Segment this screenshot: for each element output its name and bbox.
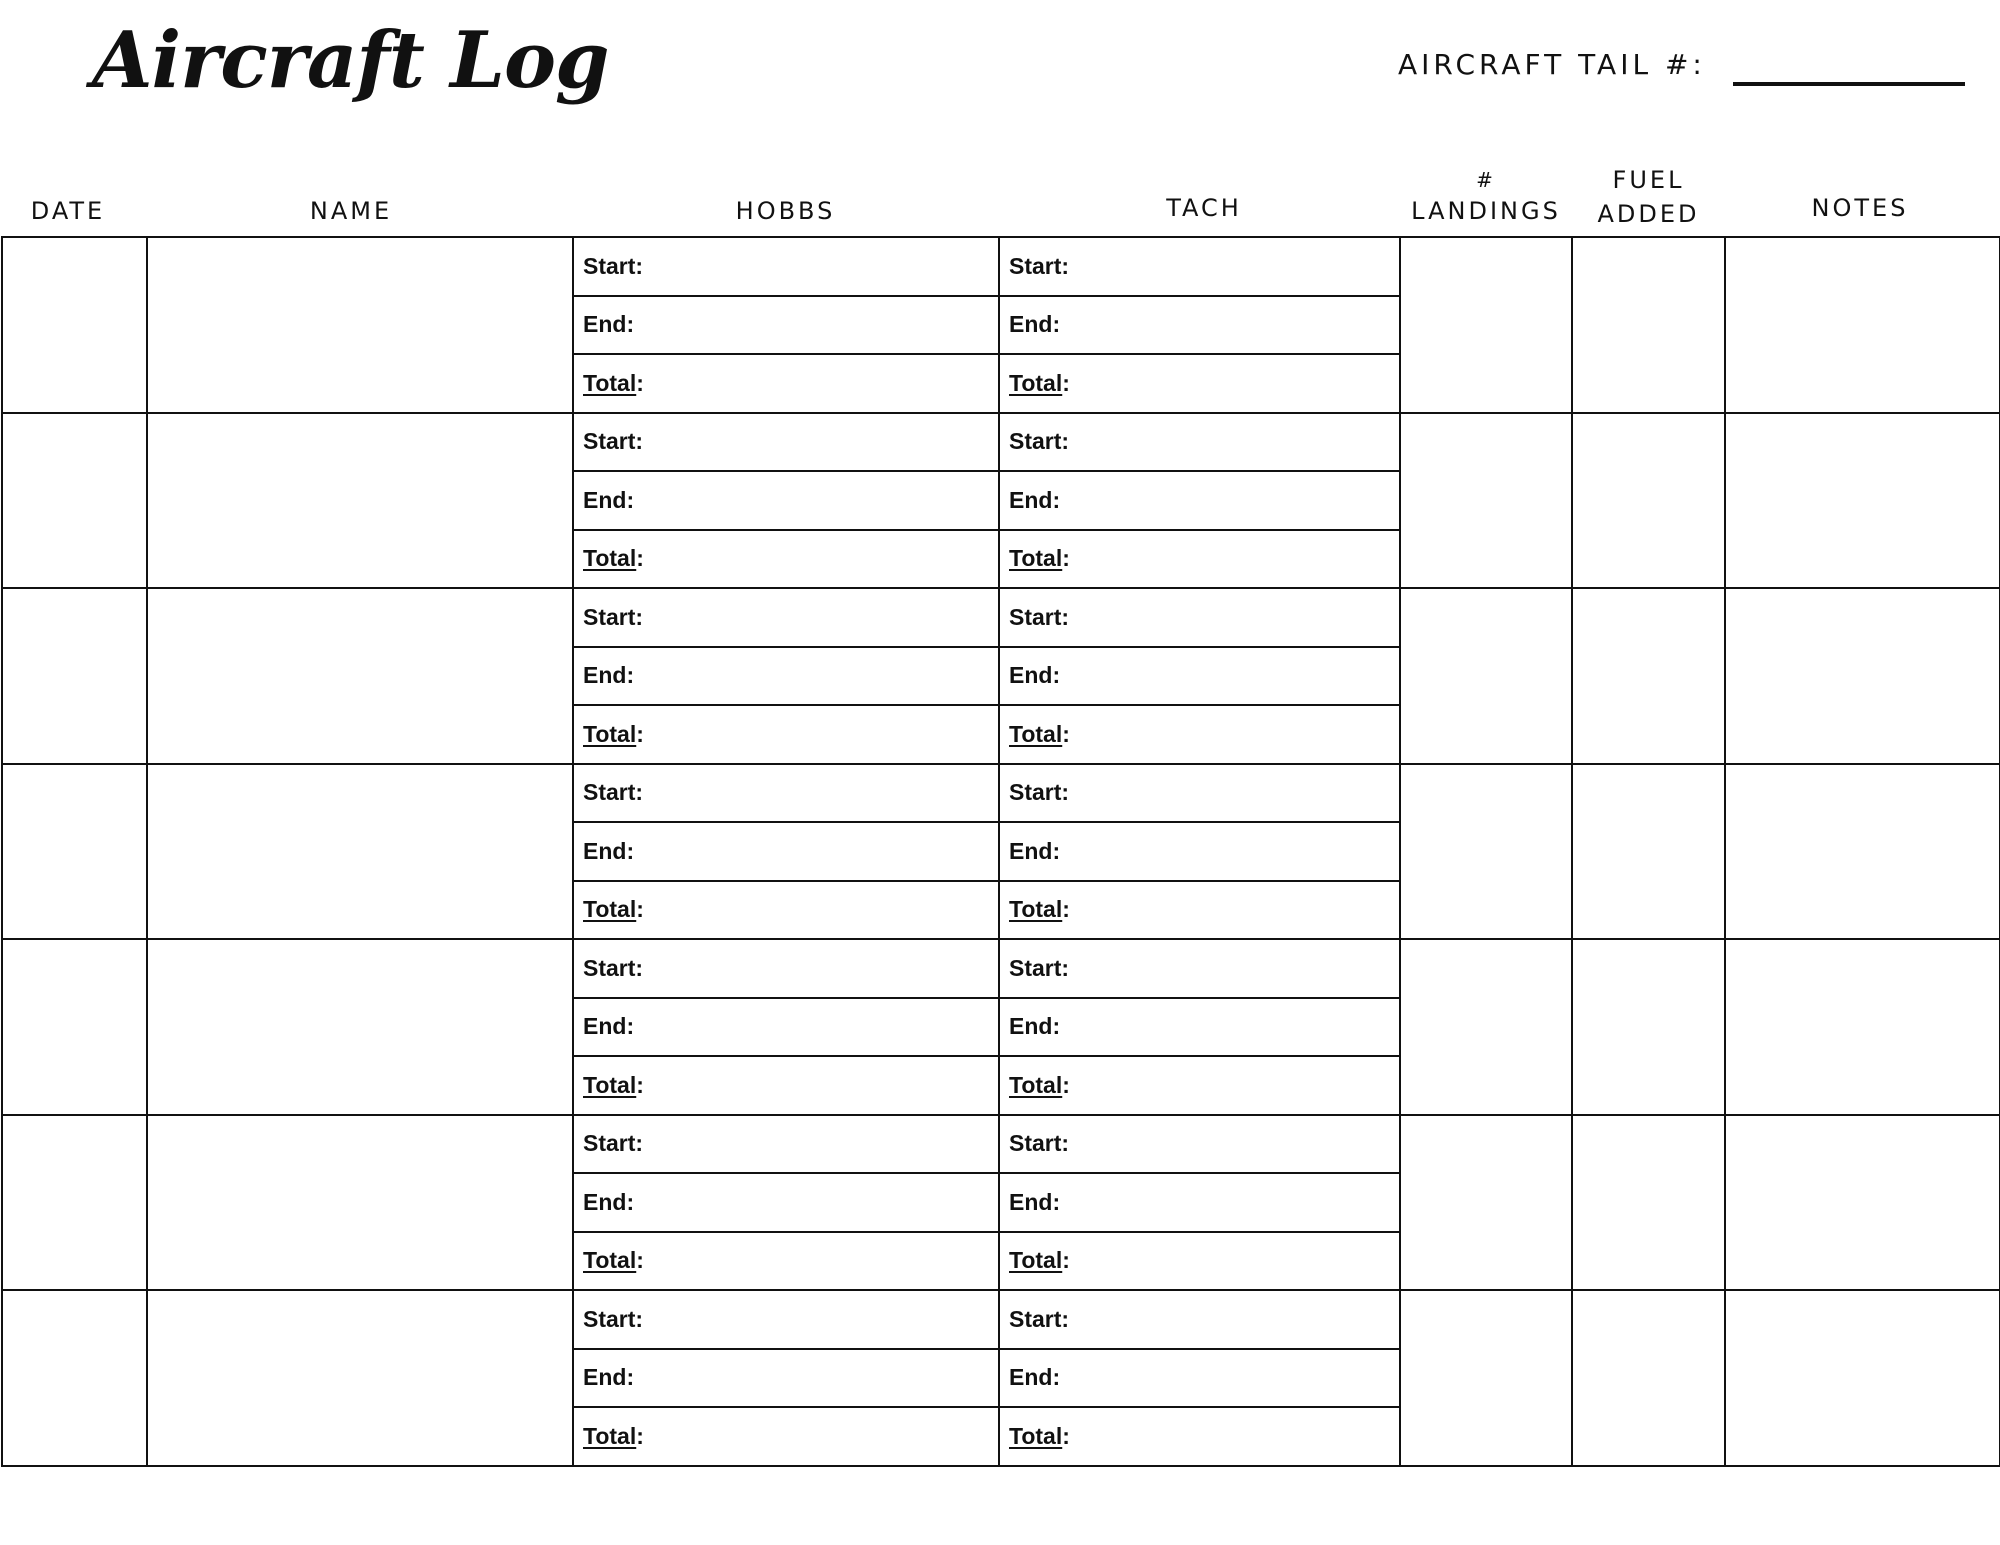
tach-end-cell[interactable] (999, 998, 1400, 1057)
start-label: Start: (583, 428, 644, 455)
landings-cell[interactable] (1400, 588, 1572, 764)
tach-total-cell[interactable] (999, 1407, 1400, 1466)
total-label: Total (583, 1247, 637, 1274)
start-label: Start: (583, 779, 644, 806)
tach-start-cell[interactable] (999, 764, 1400, 823)
hobbs-total-cell[interactable] (573, 1232, 999, 1291)
log-entry-start-row (2, 764, 2000, 823)
hobbs-start-cell[interactable] (573, 237, 999, 296)
total-label: Total (583, 1071, 637, 1098)
start-label: Start: (1009, 954, 1070, 981)
name-cell[interactable] (147, 1115, 573, 1291)
total-colon: : (636, 720, 644, 747)
hobbs-start-cell[interactable] (573, 939, 999, 998)
total-colon: : (636, 896, 644, 923)
start-label: Start: (1009, 252, 1070, 279)
tach-total-cell[interactable] (999, 705, 1400, 764)
total-colon: : (636, 1071, 644, 1098)
total-colon: : (636, 369, 644, 396)
start-label: Start: (583, 954, 644, 981)
header-fuel-added: FUEL ADDED (1597, 166, 1700, 228)
total-colon: : (1062, 545, 1070, 572)
notes-cell[interactable] (1725, 1290, 2000, 1466)
end-label: End: (583, 662, 635, 689)
end-label: End: (1009, 1013, 1061, 1040)
total-colon: : (636, 1247, 644, 1274)
date-cell[interactable] (2, 413, 147, 589)
tach-total-cell[interactable] (999, 530, 1400, 589)
hobbs-start-cell[interactable] (573, 764, 999, 823)
log-entry-start-row (2, 939, 2000, 998)
tach-start-cell[interactable] (999, 1290, 1400, 1349)
notes-cell[interactable] (1725, 939, 2000, 1115)
end-label: End: (583, 486, 635, 513)
landings-cell[interactable] (1400, 1290, 1572, 1466)
fuel-added-cell[interactable] (1572, 939, 1725, 1115)
tach-end-cell[interactable] (999, 296, 1400, 355)
end-label: End: (583, 311, 635, 338)
log-entry-start-row (2, 413, 2000, 472)
hobbs-end-cell[interactable] (573, 1349, 999, 1408)
hobbs-total-cell[interactable] (573, 530, 999, 589)
total-label: Total (1009, 896, 1063, 923)
hobbs-total-cell[interactable] (573, 705, 999, 764)
notes-cell[interactable] (1725, 237, 2000, 413)
landings-cell[interactable] (1400, 1115, 1572, 1291)
total-label: Total (1009, 545, 1063, 572)
landings-cell[interactable] (1400, 939, 1572, 1115)
name-cell[interactable] (147, 588, 573, 764)
hobbs-end-cell[interactable] (573, 647, 999, 706)
total-label: Total (583, 896, 637, 923)
hobbs-end-cell[interactable] (573, 998, 999, 1057)
fuel-added-cell[interactable] (1572, 588, 1725, 764)
fuel-added-cell[interactable] (1572, 1290, 1725, 1466)
notes-cell[interactable] (1725, 413, 2000, 589)
fuel-added-cell[interactable] (1572, 764, 1725, 940)
name-cell[interactable] (147, 237, 573, 413)
header-landings: # LANDINGS (1411, 168, 1561, 225)
header-date: DATE (30, 197, 106, 225)
fuel-added-cell[interactable] (1572, 413, 1725, 589)
log-entry-start-row (2, 237, 2000, 296)
end-label: End: (583, 837, 635, 864)
end-label: End: (1009, 486, 1061, 513)
tach-total-cell[interactable] (999, 1056, 1400, 1115)
total-colon: : (1062, 369, 1070, 396)
start-label: Start: (1009, 1130, 1070, 1157)
tach-end-cell[interactable] (999, 1173, 1400, 1232)
tach-end-cell[interactable] (999, 822, 1400, 881)
start-label: Start: (583, 603, 644, 630)
landings-cell[interactable] (1400, 413, 1572, 589)
total-colon: : (636, 1422, 644, 1449)
start-label: Start: (583, 1130, 644, 1157)
page-title: Aircraft Log (92, 15, 609, 106)
header-notes: NOTES (1811, 194, 1909, 222)
tach-end-cell[interactable] (999, 647, 1400, 706)
hobbs-total-cell[interactable] (573, 881, 999, 940)
aircraft-tail-label: AIRCRAFT TAIL #: (1398, 48, 1706, 81)
total-colon: : (1062, 1422, 1070, 1449)
end-label: End: (1009, 837, 1061, 864)
tach-total-cell[interactable] (999, 1232, 1400, 1291)
start-label: Start: (1009, 428, 1070, 455)
date-cell[interactable] (2, 1290, 147, 1466)
log-entry-start-row (2, 1115, 2000, 1174)
hobbs-start-cell[interactable] (573, 413, 999, 472)
log-body (2, 237, 2000, 1466)
total-label: Total (1009, 369, 1063, 396)
notes-cell[interactable] (1725, 764, 2000, 940)
hobbs-total-cell[interactable] (573, 354, 999, 413)
notes-cell[interactable] (1725, 1115, 2000, 1291)
total-colon: : (1062, 1071, 1070, 1098)
end-label: End: (1009, 311, 1061, 338)
total-label: Total (583, 545, 637, 572)
start-label: Start: (1009, 779, 1070, 806)
header-name: NAME (309, 197, 393, 225)
log-table (1, 236, 2000, 1467)
tach-start-cell[interactable] (999, 413, 1400, 472)
tach-start-cell[interactable] (999, 1115, 1400, 1174)
name-cell[interactable] (147, 413, 573, 589)
hobbs-end-cell[interactable] (573, 471, 999, 530)
end-label: End: (583, 1364, 635, 1391)
start-label: Start: (583, 252, 644, 279)
date-cell[interactable] (2, 237, 147, 413)
tach-end-cell[interactable] (999, 1349, 1400, 1408)
name-cell[interactable] (147, 764, 573, 940)
hobbs-start-cell[interactable] (573, 1115, 999, 1174)
total-label: Total (1009, 1071, 1063, 1098)
start-label: Start: (583, 1305, 644, 1332)
tach-total-cell[interactable] (999, 354, 1400, 413)
hobbs-total-cell[interactable] (573, 1056, 999, 1115)
name-cell[interactable] (147, 1290, 573, 1466)
hobbs-total-cell[interactable] (573, 1407, 999, 1466)
total-label: Total (1009, 1422, 1063, 1449)
fuel-added-cell[interactable] (1572, 1115, 1725, 1291)
total-label: Total (583, 720, 637, 747)
total-colon: : (636, 545, 644, 572)
tach-start-cell[interactable] (999, 237, 1400, 296)
hobbs-start-cell[interactable] (573, 588, 999, 647)
total-colon: : (1062, 1247, 1070, 1274)
hobbs-end-cell[interactable] (573, 296, 999, 355)
tach-end-cell[interactable] (999, 471, 1400, 530)
landings-cell[interactable] (1400, 764, 1572, 940)
hobbs-end-cell[interactable] (573, 822, 999, 881)
header-tach: TACH (1166, 194, 1242, 222)
total-label: Total (1009, 720, 1063, 747)
total-label: Total (583, 1422, 637, 1449)
total-label: Total (583, 369, 637, 396)
log-entry-start-row (2, 588, 2000, 647)
total-label: Total (1009, 1247, 1063, 1274)
end-label: End: (1009, 1188, 1061, 1215)
total-colon: : (1062, 896, 1070, 923)
start-label: Start: (1009, 603, 1070, 630)
date-cell[interactable] (2, 1115, 147, 1291)
end-label: End: (1009, 662, 1061, 689)
fuel-added-cell[interactable] (1572, 237, 1725, 413)
tach-start-cell[interactable] (999, 588, 1400, 647)
start-label: Start: (1009, 1305, 1070, 1332)
total-colon: : (1062, 720, 1070, 747)
end-label: End: (583, 1188, 635, 1215)
notes-cell[interactable] (1725, 588, 2000, 764)
name-cell[interactable] (147, 939, 573, 1115)
end-label: End: (1009, 1364, 1061, 1391)
hobbs-end-cell[interactable] (573, 1173, 999, 1232)
landings-cell[interactable] (1400, 237, 1572, 413)
hobbs-start-cell[interactable] (573, 1290, 999, 1349)
log-entry-start-row (2, 1290, 2000, 1349)
tach-total-cell[interactable] (999, 881, 1400, 940)
tach-start-cell[interactable] (999, 939, 1400, 998)
date-cell[interactable] (2, 764, 147, 940)
end-label: End: (583, 1013, 635, 1040)
aircraft-tail-field[interactable] (1733, 82, 1965, 86)
header-hobbs: HOBBS (735, 197, 836, 225)
date-cell[interactable] (2, 939, 147, 1115)
date-cell[interactable] (2, 588, 147, 764)
